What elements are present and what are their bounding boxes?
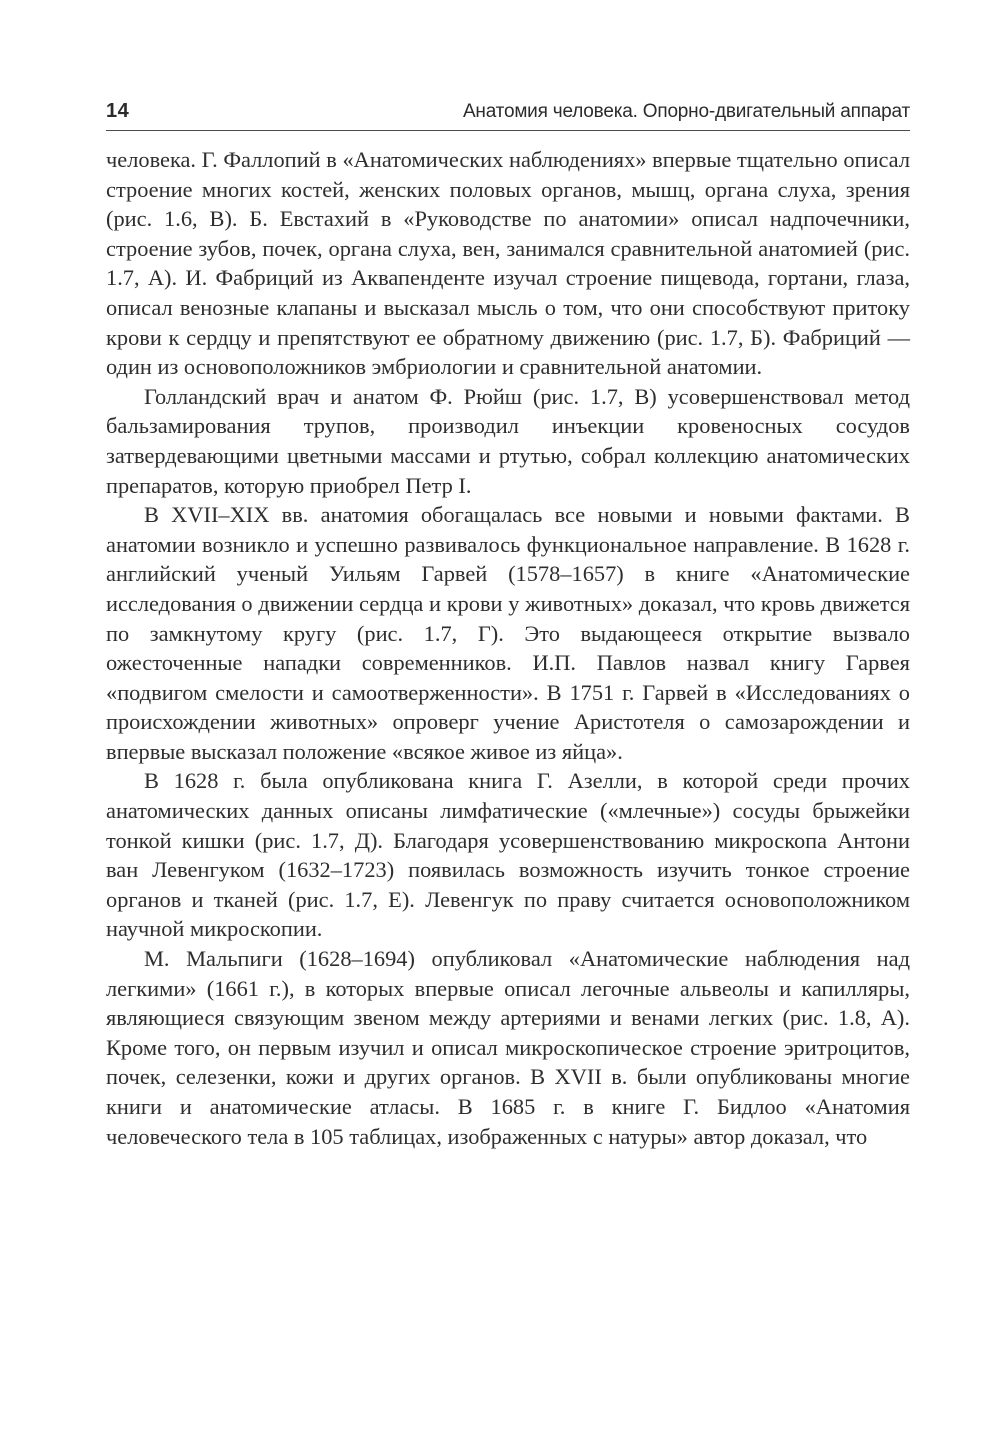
paragraph-ruysch: Голландский врач и анатом Ф. Рюйш (рис. 1.7, В) усовершенствовал метод бальзамирования трупов, производил инъекции кровеносных сосудов затвердевающими цветными массами и ртутью, собрал коллекцию анатомических препаратов, которую приобрел Петр I. [106,383,910,498]
running-title: Анатомия человека. Опорно-двигательный аппарат [462,101,910,122]
book-page [106,0,910,1433]
page-number: 14 [106,100,130,122]
body-text [106,145,910,1151]
running-header [106,96,910,131]
paragraph-continued: человека. Г. Фаллопий в «Анатомических наблюдениях» впервые тщательно описал строение многих костей, женских половых органов, мышц, органа слуха, зрения (рис. 1.6, В). Б. Евстахий в «Руководстве по анатомии» описал надпочечники, строение зубов, почек, органа слуха, вен, занимался сравнительной анатомией (рис. 1.7, А). И. Фабриций из Аквапенденте изучал строение пищевода, гортани, глаза, описал венозные клапаны и высказал мысль о том, что они способствуют притоку крови к сердцу и препятствуют ее обратному движению (рис. 1.7, Б). Фабриций — один из основоположников эмбриологии и сравнительной анатомии. [106,147,910,380]
paragraph-aselli-leeuwenhoek: В 1628 г. была опубликована книга Г. Азелли, в которой среди прочих анатомических данных описаны лимфатические («млечные») сосуды брыжейки тонкой кишки (рис. 1.7, Д). Благодаря усовершенствованию микроскопа Антони ван Левенгуком (1632–1723) появилась возможность изучить тонкое строение органов и тканей (рис. 1.7, Е). Левенгук по праву считается основоположником научной микроскопии. [106,768,910,942]
paragraph-harvey: В XVII–XIX вв. анатомия обогащалась все новыми и новыми фактами. В анатомии возникло и успешно развивалось функциональное направление. В 1628 г. английский ученый Уильям Гарвей (1578–1657) в книге «Анатомические исследования о движении сердца и крови у животных» доказал, что кровь движется по замкнутому кругу (рис. 1.7, Г). Это выдающееся открытие вызвало ожесточенные нападки современников. И.П. Павлов назвал книгу Гарвея «подвигом смелости и самоотверженности». В 1751 г. Гарвей в «Исследованиях о происхождении животных» опроверг учение Аристотеля о самозарождении и впервые высказал положение «всякое живое из яйца». [106,502,910,764]
paragraph-malpighi: М. Мальпиги (1628–1694) опубликовал «Анатомические наблюдения над легкими» (1661 г.), в которых впервые описал легочные альвеолы и капилляры, являющиеся связующим звеном между артериями и венами легких (рис. 1.8, А). Кроме того, он первым изучил и описал микроскопическое строение эритроцитов, почек, селезенки, кожи и других органов. В XVII в. были опубликованы многие книги и анатомические атласы. В 1685 г. в книге Г. Бидлоо «Анатомия человеческого тела в 105 таблицах, изображенных с натуры» автор доказал, что [106,946,910,1149]
